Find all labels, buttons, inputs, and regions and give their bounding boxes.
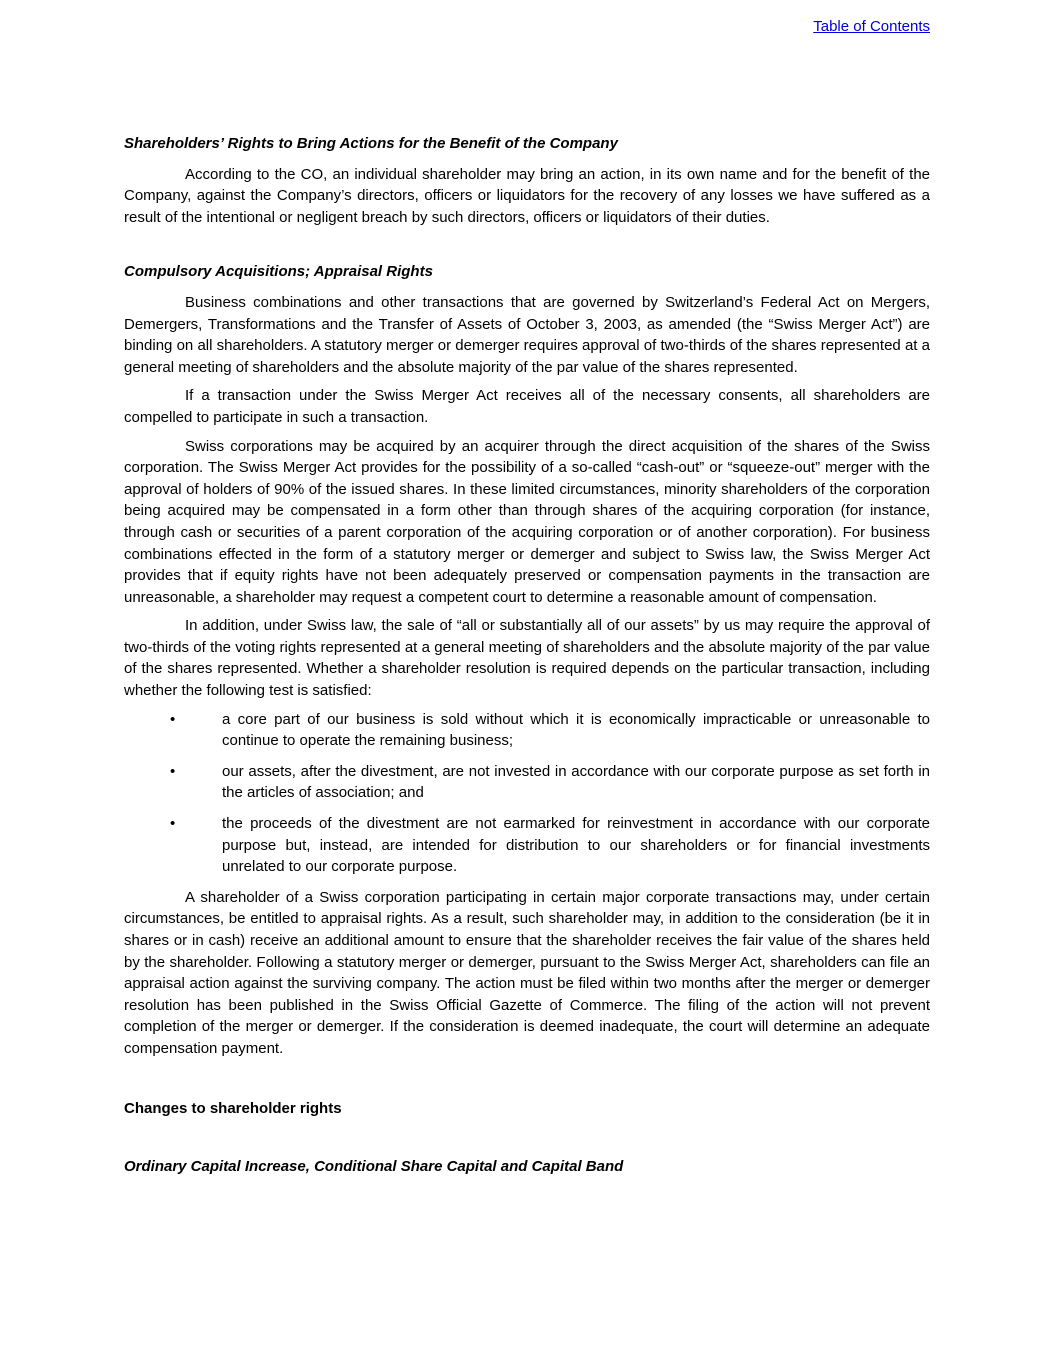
list-item-text: the proceeds of the divestment are not earmarked for reinvestment in accordance with our corporate purpose but, instead, are intended for distribution to our shareholders or for financial investments unrelated to our corporate purpose. <box>222 815 930 876</box>
list-item <box>124 813 930 878</box>
paragraph-transaction-consents: If a transaction under the Swiss Merger Act receives all of the necessary consents, all shareholders are compelled to participate in such a transaction. <box>124 387 930 426</box>
bullet-icon: • <box>170 815 176 833</box>
section-heading-compulsory-acquisitions: Compulsory Acquisitions; Appraisal Rights <box>124 263 433 281</box>
paragraph-business-combinations: Business combinations and other transactions that are governed by Switzerland’s Federal Act on Mergers, Demergers, Transformations and the Transfer of Assets of October 3, 2003, as amended (the “Swiss Merger Act”) are binding on all shareholders. A statutory merger or demerger requires approval of two-thirds of the shares represented at a general meeting of shareholders and the absolute majority of the par value of the shares represented. <box>124 293 930 376</box>
bullet-icon: • <box>170 762 176 780</box>
list-item <box>124 761 930 804</box>
toc-link-row <box>0 0 1055 35</box>
section-heading-changes-to-shareholder-rights: Changes to shareholder rights <box>124 1099 342 1117</box>
paragraph-shareholder-actions: According to the CO, an individual shareholder may bring an action, in its own name and for the benefit of the Company, against the Company’s directors, officers or liquidators for the recovery of any losses we have suffered as a result of the intentional or negligent breach by such directors, officers or liquidators of their duties. <box>124 165 930 226</box>
paragraph-sale-of-assets: In addition, under Swiss law, the sale of “all or substantially all of our assets” by us may require the approval of two-thirds of the voting rights represented at a general meeting of shareholders and the absolute majority of the par value of the shares represented. Whether a shareholder resolution is required depends on the particular transaction, including whether the following test is satisfied: <box>124 617 930 700</box>
list-item <box>124 709 930 752</box>
conditions-bullet-list <box>124 709 930 878</box>
paragraph-swiss-corporations-acquired: Swiss corporations may be acquired by an acquirer through the direct acquisition of the shares of the Swiss corporation. The Swiss Merger Act provides for the possibility of a so-called “cash-out” or “squeeze-out” merger with the approval of holders of 90% of the issued shares. In these limited circumstances, minority shareholders of the corporation being acquired may be compensated in a form other than through shares of the acquiring corporation (for instance, through cash or securities of a parent corporation of the acquiring corporation or of another corporation). For business combinations effected in the form of a statutory merger or demerger and subject to Swiss law, the Swiss Merger Act provides that if equity rights have not been adequately preserved or compensation payments in the transaction are unreasonable, a shareholder may request a competent court to determine a reasonable amount of compensation. <box>124 437 930 606</box>
paragraph-appraisal-rights: A shareholder of a Swiss corporation participating in certain major corporate transactions may, under certain circumstances, be entitled to appraisal rights. As a result, such shareholder may, in addition to the consideration (be it in shares or in cash) receive an additional amount to ensure that the shareholder receives the fair value of the shares held by the shareholder. Following a statutory merger or demerger, pursuant to the Swiss Merger Act, shareholders can file an appraisal action against the surviving company. The action must be filed within two months after the merger or demerger resolution has been published in the Swiss Official Gazette of Commerce. The filing of the action will not prevent completion of the merger or demerger. If the consideration is deemed inadequate, the court will determine an adequate compensation payment. <box>124 888 930 1057</box>
document-content <box>124 133 930 1178</box>
section-heading-shareholders-rights-actions: Shareholders’ Rights to Bring Actions for the Benefit of the Company <box>124 135 618 152</box>
section-heading-ordinary-capital-increase: Ordinary Capital Increase, Conditional Share Capital and Capital Band <box>124 1158 624 1176</box>
list-item-text: our assets, after the divestment, are not invested in accordance with our corporate purpose as set forth in the articles of association; and <box>222 762 930 802</box>
table-of-contents-link[interactable]: Table of Contents <box>813 18 930 35</box>
bullet-icon: • <box>170 710 176 728</box>
list-item-text: a core part of our business is sold without which it is economically impracticable or unreasonable to continue to operate the remaining business; <box>222 710 930 750</box>
